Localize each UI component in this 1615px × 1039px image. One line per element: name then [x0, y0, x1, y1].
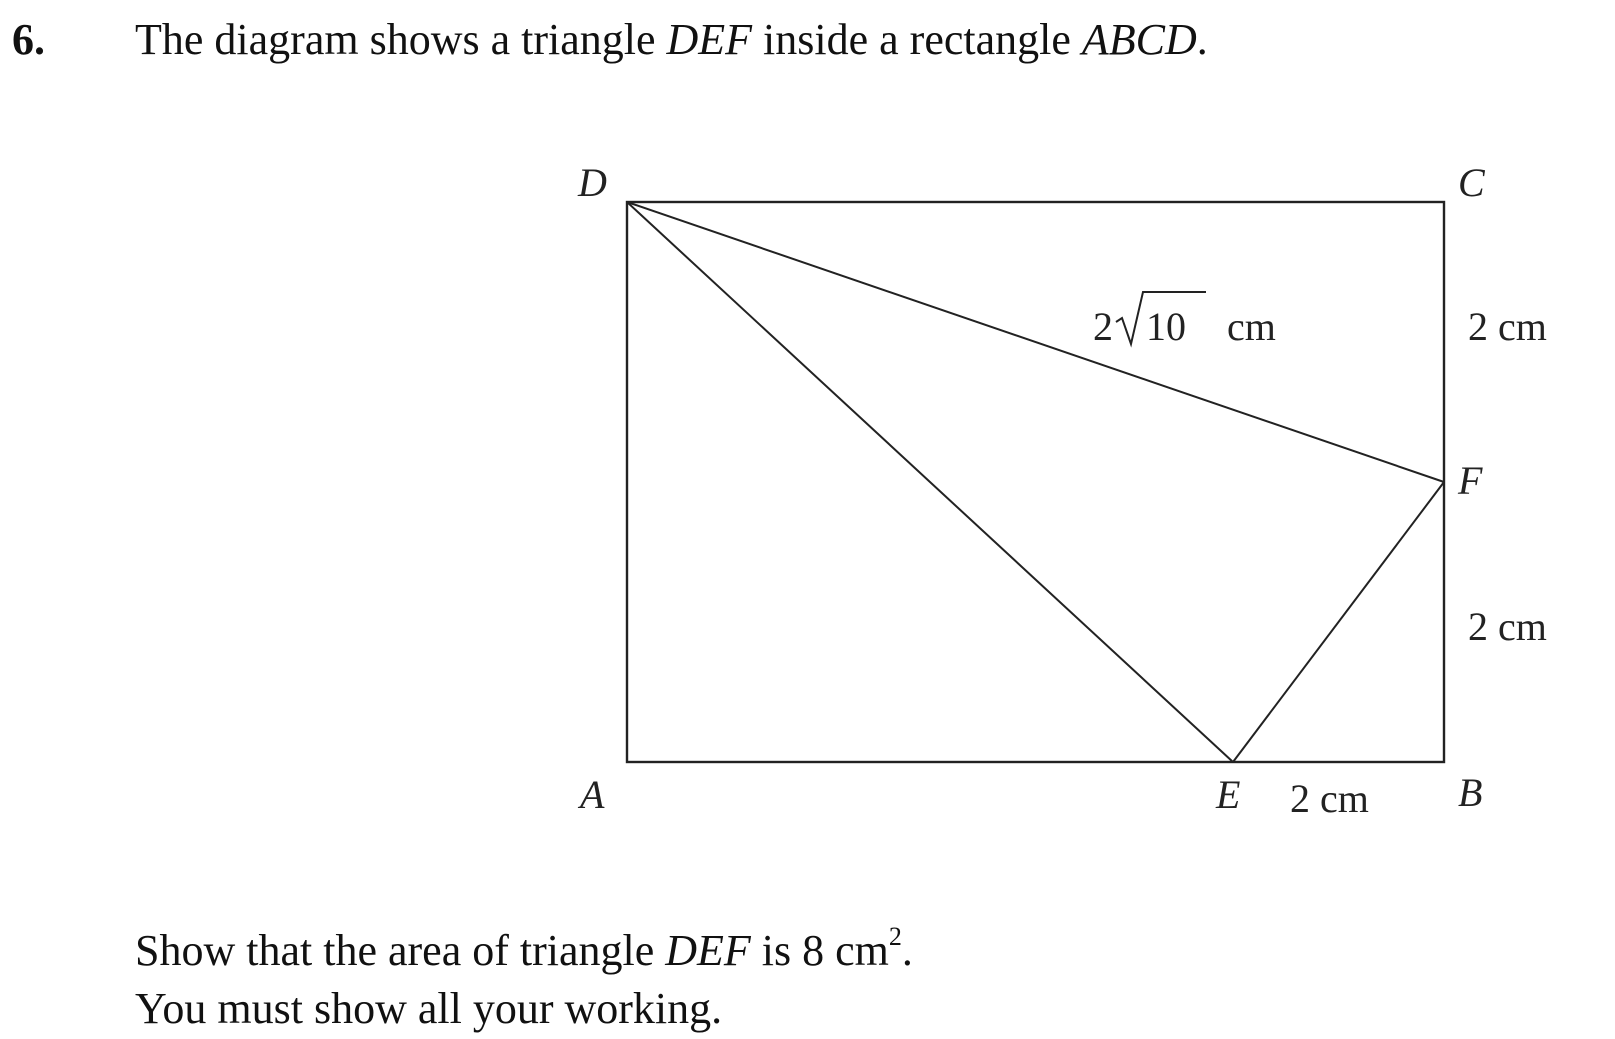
- rectangle-abcd: [627, 202, 1444, 762]
- label-df-unit: cm: [1217, 304, 1276, 349]
- task-line-1-middle: is 8 cm: [750, 926, 889, 975]
- vertex-label-f: F: [1458, 458, 1483, 503]
- task-line-1-prefix: Show that the area of triangle: [135, 926, 666, 975]
- question-intro-middle: inside a rectangle: [752, 15, 1082, 64]
- label-fb-length: 2 cm: [1468, 604, 1547, 649]
- vertex-label-b: B: [1458, 770, 1483, 815]
- edge-df: [627, 202, 1444, 482]
- question-number: 6.: [12, 15, 45, 64]
- edge-ef: [1233, 482, 1444, 762]
- edge-de: [627, 202, 1233, 762]
- vertex-label-c: C: [1458, 160, 1485, 205]
- vertex-label-e: E: [1216, 772, 1241, 817]
- label-df-coefficient: 2: [1093, 304, 1113, 349]
- task-line-1-suffix: .: [901, 926, 913, 975]
- task-line-1: [135, 922, 913, 980]
- task-triangle-name: DEF: [665, 926, 751, 975]
- question-intro-suffix: .: [1196, 15, 1208, 64]
- task-text: [135, 922, 913, 1038]
- label-df-radicand: 10: [1146, 304, 1186, 349]
- rectangle-name: ABCD: [1081, 15, 1197, 64]
- vertex-label-a: A: [580, 772, 605, 817]
- task-area-exponent: 2: [888, 922, 902, 951]
- question-intro-prefix: The diagram shows a triangle: [135, 15, 667, 64]
- label-df-length: [1093, 292, 1276, 349]
- label-eb-length: 2 cm: [1290, 776, 1369, 821]
- task-line-2: You must show all your working.: [135, 984, 723, 1033]
- label-cf-length: 2 cm: [1468, 304, 1547, 349]
- triangle-name: DEF: [666, 15, 753, 64]
- vertex-label-d: D: [578, 160, 607, 205]
